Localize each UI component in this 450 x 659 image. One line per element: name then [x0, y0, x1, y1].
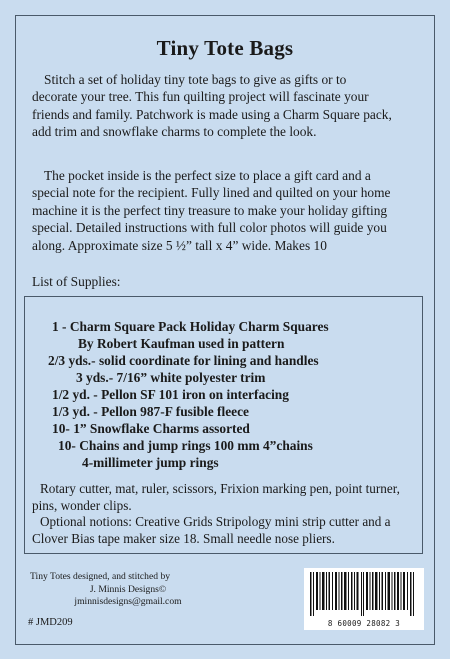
supplies-list [0, 318, 450, 471]
description-paragraph-1: Stitch a set of holiday tiny tote bags to give as gifts or to decorate your tree. This fun quilting project will fascinate your friends and family. Patchwork is made using a Charm Square pack, add trim and snowflake charms to complete the look. [32, 72, 392, 140]
supply-item: 3 yds.- 7/16” white polyester trim [76, 370, 266, 385]
supply-item: 1/3 yd. - Pellon 987-F fusible fleece [52, 404, 249, 419]
description-paragraph-2: The pocket inside is the perfect size to place a gift card and a special note for the recipient. Fully lined and quilted on your home machine it is the perfect tiny treasure to make your holiday gifting special. Detailed instructions with full color photos will guide you along. Approximate size 5 ½” tall x 4” wide. Makes 10 [32, 168, 391, 253]
optional-notions-text: Optional notions: Creative Grids Stripology mini strip cutter and a Clover Bias tape maker size 18. Small needle nose pliers. [32, 514, 391, 546]
credit-line: Tiny Totes designed, and stitched by [30, 571, 171, 582]
tools-text: Rotary cutter, mat, ruler, scissors, Frixion marking pen, point turner, pins, wonder clips. [32, 481, 400, 513]
barcode-number: 8 60009 28082 3 [327, 619, 401, 628]
page-title: Tiny Tote Bags [156, 36, 294, 60]
barcode [304, 568, 424, 630]
supply-item: By Robert Kaufman used in pattern [78, 336, 285, 351]
supply-item: 10- Chains and jump rings 100 mm 4”chains [58, 438, 313, 453]
designer-credits [28, 571, 228, 609]
supplies-heading: List of Supplies: [32, 274, 121, 289]
designer-email: jminnisdesigns@gmail.com [74, 596, 182, 607]
designer-name: J. Minnis Designs© [89, 583, 167, 595]
supply-item: 10- 1” Snowflake Charms assorted [52, 421, 250, 436]
pattern-code: # JMD209 [28, 617, 73, 628]
supply-item: 1/2 yd. - Pellon SF 101 iron on interfacing [52, 387, 289, 402]
tools-section [32, 481, 402, 547]
supply-item: 2/3 yds.- solid coordinate for lining and handles [48, 353, 319, 368]
barcode-icon [310, 572, 418, 616]
supply-item: 4-millimeter jump rings [82, 455, 219, 470]
supply-item: 1 - Charm Square Pack Holiday Charm Squares [52, 319, 329, 334]
